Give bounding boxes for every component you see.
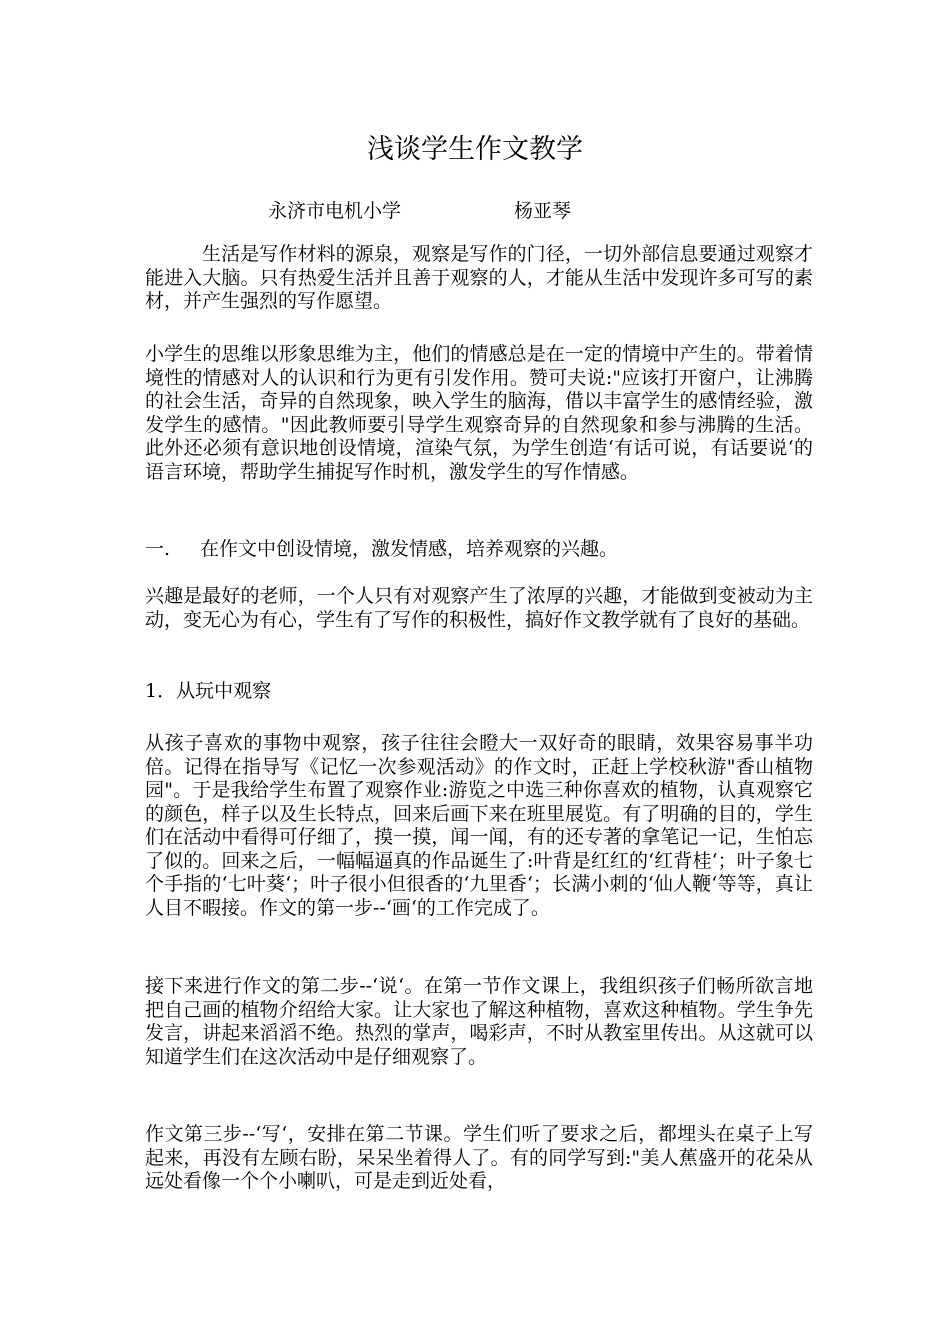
paragraph-speak: 接下来进行作文的第二步--‘说‘。在第一节作文课上，我组织孩子们畅所欲言地把自己画的植物介绍给大家。让大家也了解这种植物，喜欢这种植物。学生争先发言，讲起来滔滔不绝。热烈的掌声，喝彩声，不时从教室里传出。从这就可以知道学生们在这次活动中是仔细观察了。 [145,975,813,1068]
paragraph-situation: 小学生的思维以形象思维为主，他们的情感总是在一定的情境中产生的。带着情境性的情感对人的认识和行为更有引发作用。赞可夫说:"应该打开窗户，让沸腾的社会生活，奇异的自然现象，映入学生的脑海，借以丰富学生的感情经验，激发学生的感情。"因此教师要引导学生观察奇异的自然现象和参与沸腾的生活。此外还必须有意识地创设情境，渲染气氛，为学生创造‘有话可说，有话要说‘的语言环境，帮助学生捕捉写作时机，激发学生的写作情感。 [145,343,813,483]
subsection-heading-1: 1．从玩中观察 [145,680,272,702]
paragraph-interest: 兴趣是最好的老师，一个人只有对观察产生了浓厚的兴趣，才能做到变被动为主动，变无心为有心，学生有了写作的积极性，搞好作文教学就有了良好的基础。 [145,585,813,631]
paragraph-observe: 从孩子喜欢的事物中观察，孩子往往会瞪大一双好奇的眼睛，效果容易事半功倍。记得在指导写《记忆一次参观活动》的作文时，正赶上学校秋游"香山植物园"。于是我给学生布置了观察作业:游览之中选三种你喜欢的植物，认真观察它的颜色，样子以及生长特点，回来后画下来在班里展览。有了明确的目的，学生们在活动中看得可仔细了，摸一摸，闻一闻，有的还专著的拿笔记一记，生怕忘了似的。回来之后，一幅幅逼真的作品诞生了:叶背是红红的‘红背桂‘；叶子象七个手指的‘七叶葵‘；叶子很小但很香的‘九里香‘；长满小刺的‘仙人鞭‘等等，真让人目不暇接。作文的第一步--‘画‘的工作完成了。 [145,732,813,919]
section-heading-1 [145,538,813,562]
paragraph-write: 作文第三步--‘写‘，安排在第二节课。学生们听了要求之后，都埋头在桌子上写起来，再没有左顾右盼，呆呆坐着得人了。有的同学写到:"美人蕉盛开的花朵从远处看像一个个小喇叭，可是走到近处看， [145,1123,813,1192]
author-name: 杨亚琴 [514,200,572,222]
byline [268,198,572,224]
document-title: 浅谈学生作文教学 [367,134,583,165]
paragraph-intro: 生活是写作材料的源泉，观察是写作的门径，一切外部信息要通过观察才能进入大脑。只有热爱生活并且善于观察的人，才能从生活中发现许多可写的素材，并产生强烈的写作愿望。 [145,243,813,312]
school-name: 永济市电机小学 [268,200,402,222]
section-heading-text: 在作文中创设情境，激发情感，培养观察的兴趣。 [200,538,619,560]
section-number: 一. [145,538,171,560]
